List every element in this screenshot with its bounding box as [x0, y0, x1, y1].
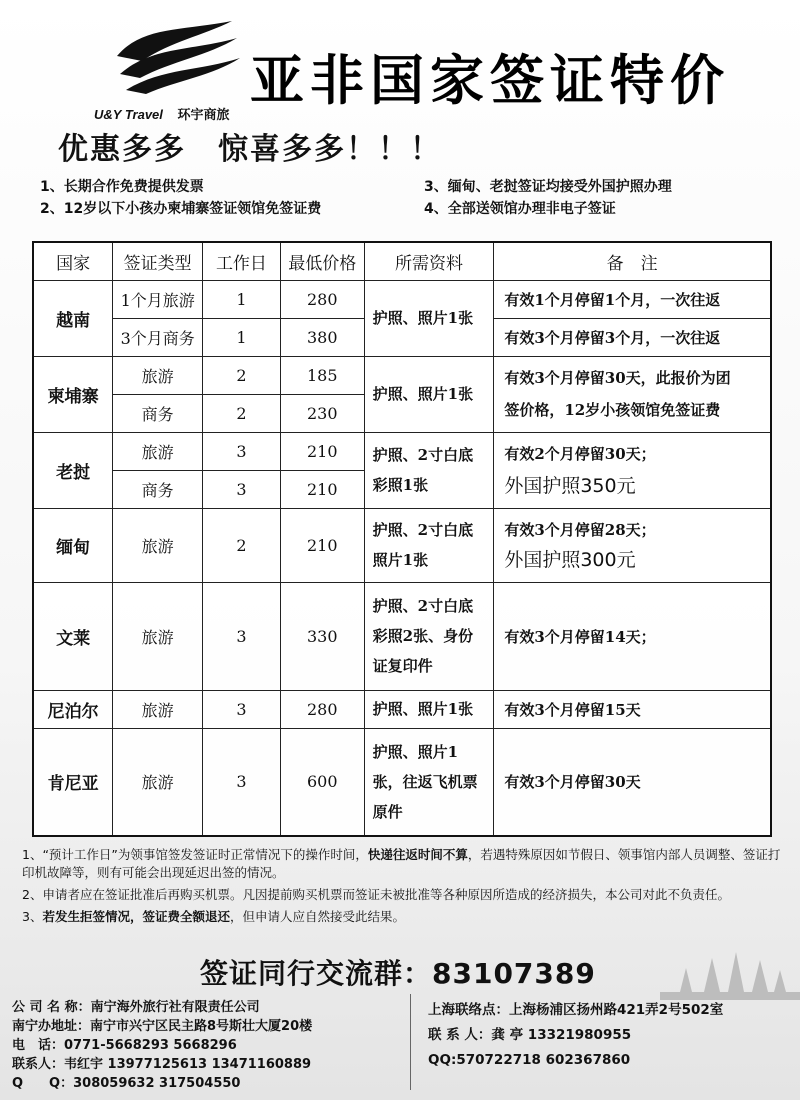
footnote-emphasis: 快递往返时间不算: [367, 847, 468, 862]
table-header-row: [33, 242, 771, 280]
col-header-notes: 备 注: [494, 242, 771, 280]
label: 公 司 名 称：: [12, 1000, 91, 1015]
wave-logo-icon: [112, 16, 242, 96]
contact-nanning: [12, 998, 312, 1093]
docs-line: 彩照2张、身份: [372, 627, 474, 645]
price-cell: 380: [280, 318, 364, 356]
price-cell: 185: [280, 356, 364, 394]
type-cell: 旅游: [113, 728, 203, 836]
label: 电 话：: [12, 1038, 65, 1053]
perks-right: [424, 176, 672, 220]
contact-person: 韦红宇 13977125613 13471160889: [64, 1057, 312, 1072]
days-cell: 2: [203, 394, 281, 432]
price-cell: 210: [280, 432, 364, 470]
contact-row: [428, 1023, 723, 1048]
note-line: 有效3个月停留28天；: [504, 521, 656, 539]
note-line: 有效2个月停留30天；: [504, 445, 656, 463]
qq-number: 308059632 317504550: [73, 1076, 241, 1091]
docs-line: 原件: [372, 802, 403, 821]
perk-item: 3、缅甸、老挝签证均接受外国护照办理: [424, 179, 672, 195]
price-cell: 210: [280, 508, 364, 582]
col-header-docs: 所需资料: [364, 242, 494, 280]
office-address: 南宁市兴宁区民主路8号斯壮大厦20楼: [90, 1019, 313, 1034]
docs-cell: 护照、照片1张: [364, 280, 494, 356]
days-cell: 2: [203, 356, 281, 394]
label: Q Q：: [12, 1076, 74, 1091]
col-header-type: 签证类型: [113, 242, 203, 280]
note-line: 外国护照300元: [504, 549, 636, 571]
country-cell: 肯尼亚: [33, 728, 113, 836]
docs-line: 护照、2寸白底: [372, 446, 474, 464]
days-cell: 3: [203, 432, 281, 470]
type-cell: 1个月旅游: [113, 280, 203, 318]
contact-person: 龚 亭 13321980955: [491, 1027, 632, 1043]
footnote-emphasis: 若发生拒签情况，签证费全额退还: [42, 909, 230, 924]
note-line: 外国护照350元: [504, 475, 636, 497]
perk-item: 2、12岁以下小孩办柬埔寨签证领馆免签证费: [40, 201, 322, 217]
perk-item: 1、长期合作免费提供发票: [40, 179, 204, 195]
label: 上海联络点：: [428, 1002, 509, 1018]
days-cell: 2: [203, 508, 281, 582]
days-cell: 1: [203, 318, 281, 356]
company-row: [12, 998, 312, 1017]
type-cell: 旅游: [113, 356, 203, 394]
country-cell: 柬埔寨: [33, 356, 113, 432]
brand-cn: 环宇商旅: [177, 108, 230, 123]
docs-cell: [364, 582, 494, 690]
type-cell: 商务: [113, 470, 203, 508]
temple-silhouette-icon: [660, 948, 800, 1000]
label: QQ:: [428, 1052, 457, 1068]
price-cell: 280: [280, 690, 364, 728]
docs-cell: [364, 432, 494, 508]
company-name: 南宁海外旅行社有限责任公司: [90, 1000, 260, 1015]
table-row: [33, 508, 771, 582]
docs-cell: [364, 508, 494, 582]
docs-cell: 护照、照片1张: [364, 356, 494, 432]
note-cell: 有效1个月停留1个月，一次往返: [494, 280, 771, 318]
label: 南宁办地址：: [12, 1019, 91, 1034]
qq-row: [12, 1074, 312, 1093]
docs-line: 证复印件: [372, 657, 433, 675]
qq-number: 570722718 602367860: [456, 1052, 631, 1068]
footnote-text: ，若遇特殊原因如节假日、领事馆内部人员调整、签证打印机故障等，则有可能会出现延迟出签的情况。: [22, 847, 781, 880]
note-cell: [494, 432, 771, 508]
footnote-text: 1、“预计工作日”为领事馆签发签证时正常情况下的操作时间，: [22, 847, 368, 862]
note-cell: [494, 508, 771, 582]
note-cell: 有效3个月停留14天；: [494, 582, 771, 690]
note-cell: 有效3个月停留15天: [494, 690, 771, 728]
brand-en: U&Y Travel: [94, 107, 163, 122]
country-cell: 老挝: [33, 432, 113, 508]
footnote-text: 3、: [22, 909, 43, 924]
table-row: [33, 356, 771, 394]
country-cell: 越南: [33, 280, 113, 356]
label: 联系人：: [12, 1057, 65, 1072]
docs-cell: [364, 728, 494, 836]
price-cell: 230: [280, 394, 364, 432]
table-row: [33, 280, 771, 318]
price-cell: 210: [280, 470, 364, 508]
qq-row: [428, 1048, 723, 1073]
country-cell: 文莱: [33, 582, 113, 690]
type-cell: 旅游: [113, 508, 203, 582]
note-cell: 有效3个月停留3个月，一次往返: [494, 318, 771, 356]
table-row: [33, 728, 771, 836]
phone-row: [12, 1036, 312, 1055]
phone-number: 0771-5668293 5668296: [64, 1038, 237, 1053]
table-row: [33, 690, 771, 728]
days-cell: 3: [203, 470, 281, 508]
days-cell: 3: [203, 728, 281, 836]
days-cell: 1: [203, 280, 281, 318]
note-line: 有效3个月停留30天，此报价为团: [504, 369, 731, 387]
price-cell: 600: [280, 728, 364, 836]
footnote-1: [22, 846, 782, 882]
perks-left: [40, 176, 321, 220]
footnote-3: [22, 908, 782, 926]
visa-price-table: [32, 241, 772, 837]
group-number: 签证同行交流群：83107389: [200, 957, 596, 990]
office-row: [12, 1017, 312, 1036]
slogan: 优惠多多 惊喜多多！！！: [58, 132, 442, 167]
docs-line: 照片1张: [372, 551, 429, 569]
table-row: [33, 432, 771, 470]
header: [0, 0, 800, 200]
col-header-country: 国家: [33, 242, 113, 280]
table-row: [33, 582, 771, 690]
country-cell: 缅甸: [33, 508, 113, 582]
contact-shanghai: [428, 998, 723, 1073]
brand: [94, 104, 229, 123]
docs-line: 彩照1张: [372, 476, 429, 494]
divider: [410, 994, 411, 1090]
col-header-days: 工作日: [203, 242, 281, 280]
shanghai-address: 上海杨浦区扬州路421弄2号502室: [509, 1002, 724, 1018]
days-cell: 3: [203, 582, 281, 690]
perk-item: 4、全部送领馆办理非电子签证: [424, 201, 616, 217]
docs-line: 护照、照片1: [372, 742, 459, 761]
type-cell: 旅游: [113, 690, 203, 728]
note-cell: [494, 356, 771, 432]
type-cell: 商务: [113, 394, 203, 432]
price-cell: 280: [280, 280, 364, 318]
type-cell: 旅游: [113, 432, 203, 470]
col-header-price: 最低价格: [280, 242, 364, 280]
address-row: [428, 998, 723, 1023]
page-title: 亚非国家签证特价: [250, 49, 730, 112]
docs-cell: 护照、照片1张: [364, 690, 494, 728]
footnote-text: ，但申请人应自然接受此结果。: [229, 909, 405, 924]
docs-line: 张，往返飞机票: [372, 772, 478, 791]
docs-line: 护照、2寸白底: [372, 521, 474, 539]
note-line: 签价格，12岁小孩领馆免签证费: [504, 401, 721, 419]
days-cell: 3: [203, 690, 281, 728]
footnote-2: 2、申请者应在签证批准后再购买机票。凡因提前购买机票而签证未被批准等各种原因所造成的经济损失，本公司对此不负责任。: [22, 887, 730, 902]
docs-line: 护照、2寸白底: [372, 597, 474, 615]
label: 联 系 人：: [428, 1027, 492, 1043]
footnotes: [22, 846, 782, 930]
note-cell: 有效3个月停留30天: [494, 728, 771, 836]
type-cell: 3个月商务: [113, 318, 203, 356]
price-cell: 330: [280, 582, 364, 690]
contact-row: [12, 1055, 312, 1074]
country-cell: 尼泊尔: [33, 690, 113, 728]
type-cell: 旅游: [113, 582, 203, 690]
